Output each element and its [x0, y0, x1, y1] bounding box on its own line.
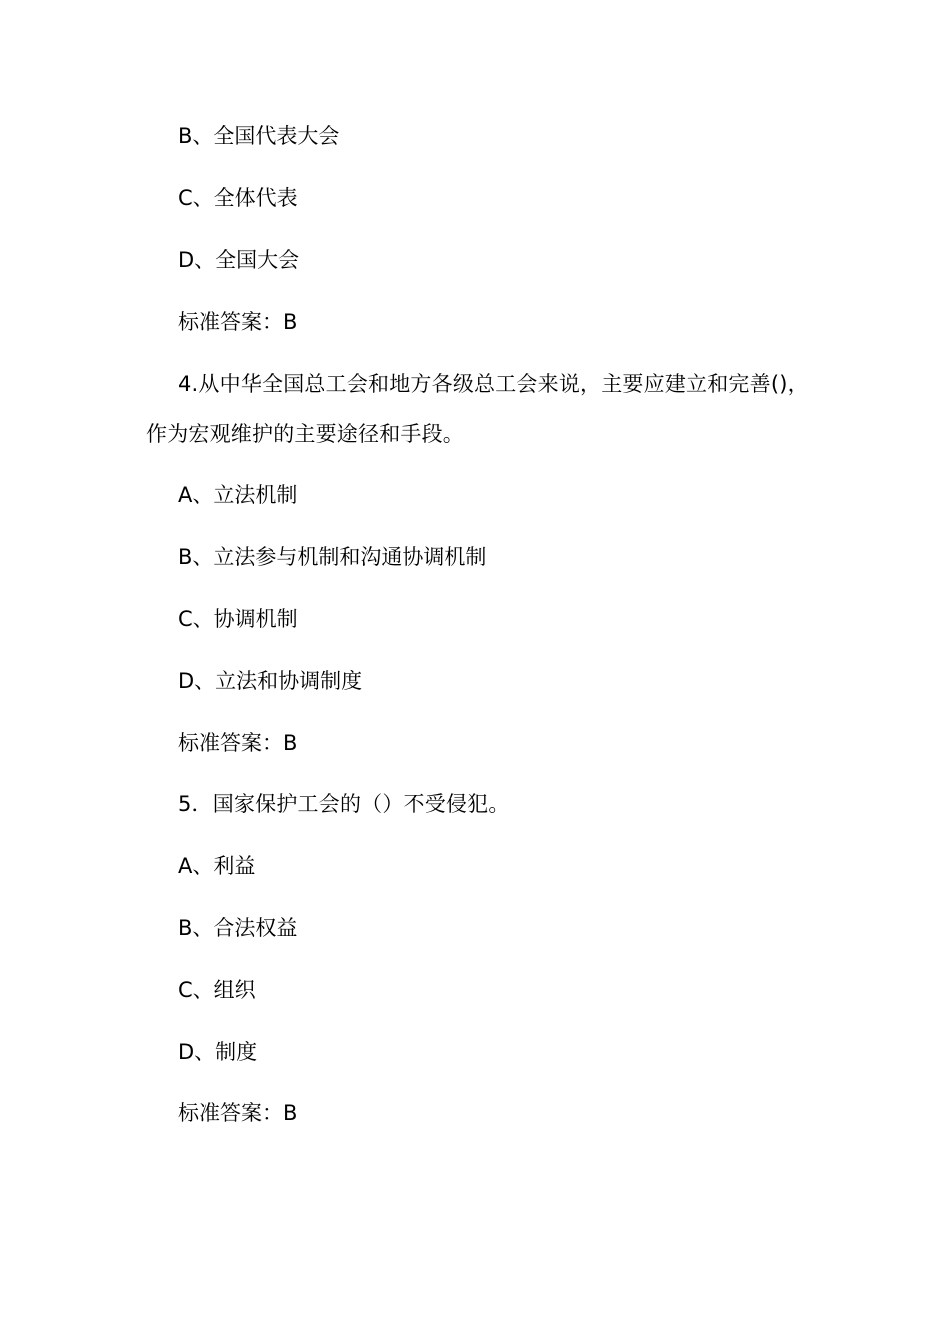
q4-option-c: C、协调机制	[178, 607, 298, 631]
q3-option-b: B、全国代表大会	[178, 124, 340, 148]
q5-option-b: B、合法权益	[178, 916, 298, 940]
q4-option-d: D、立法和协调制度	[178, 669, 363, 693]
q5-stem: 5．国家保护工会的（）不受侵犯。	[178, 792, 510, 816]
q5-option-d: D、制度	[178, 1040, 258, 1064]
q3-answer: 标准答案：B	[178, 310, 298, 334]
q4-option-b: B、立法参与机制和沟通协调机制	[178, 545, 487, 569]
q4-answer: 标准答案：B	[178, 731, 298, 755]
q4-stem-line1: 4.从中华全国总工会和地方各级总工会来说，主要应建立和完善()，	[178, 372, 809, 396]
q3-option-c: C、全体代表	[178, 186, 298, 210]
q5-option-c: C、组织	[178, 978, 256, 1002]
q4-option-a: A、立法机制	[178, 483, 298, 507]
q5-answer: 标准答案：B	[178, 1101, 298, 1125]
q5-option-a: A、利益	[178, 854, 256, 878]
q3-option-d: D、全国大会	[178, 248, 300, 272]
q4-stem-line2: 作为宏观维护的主要途径和手段。	[146, 422, 464, 446]
